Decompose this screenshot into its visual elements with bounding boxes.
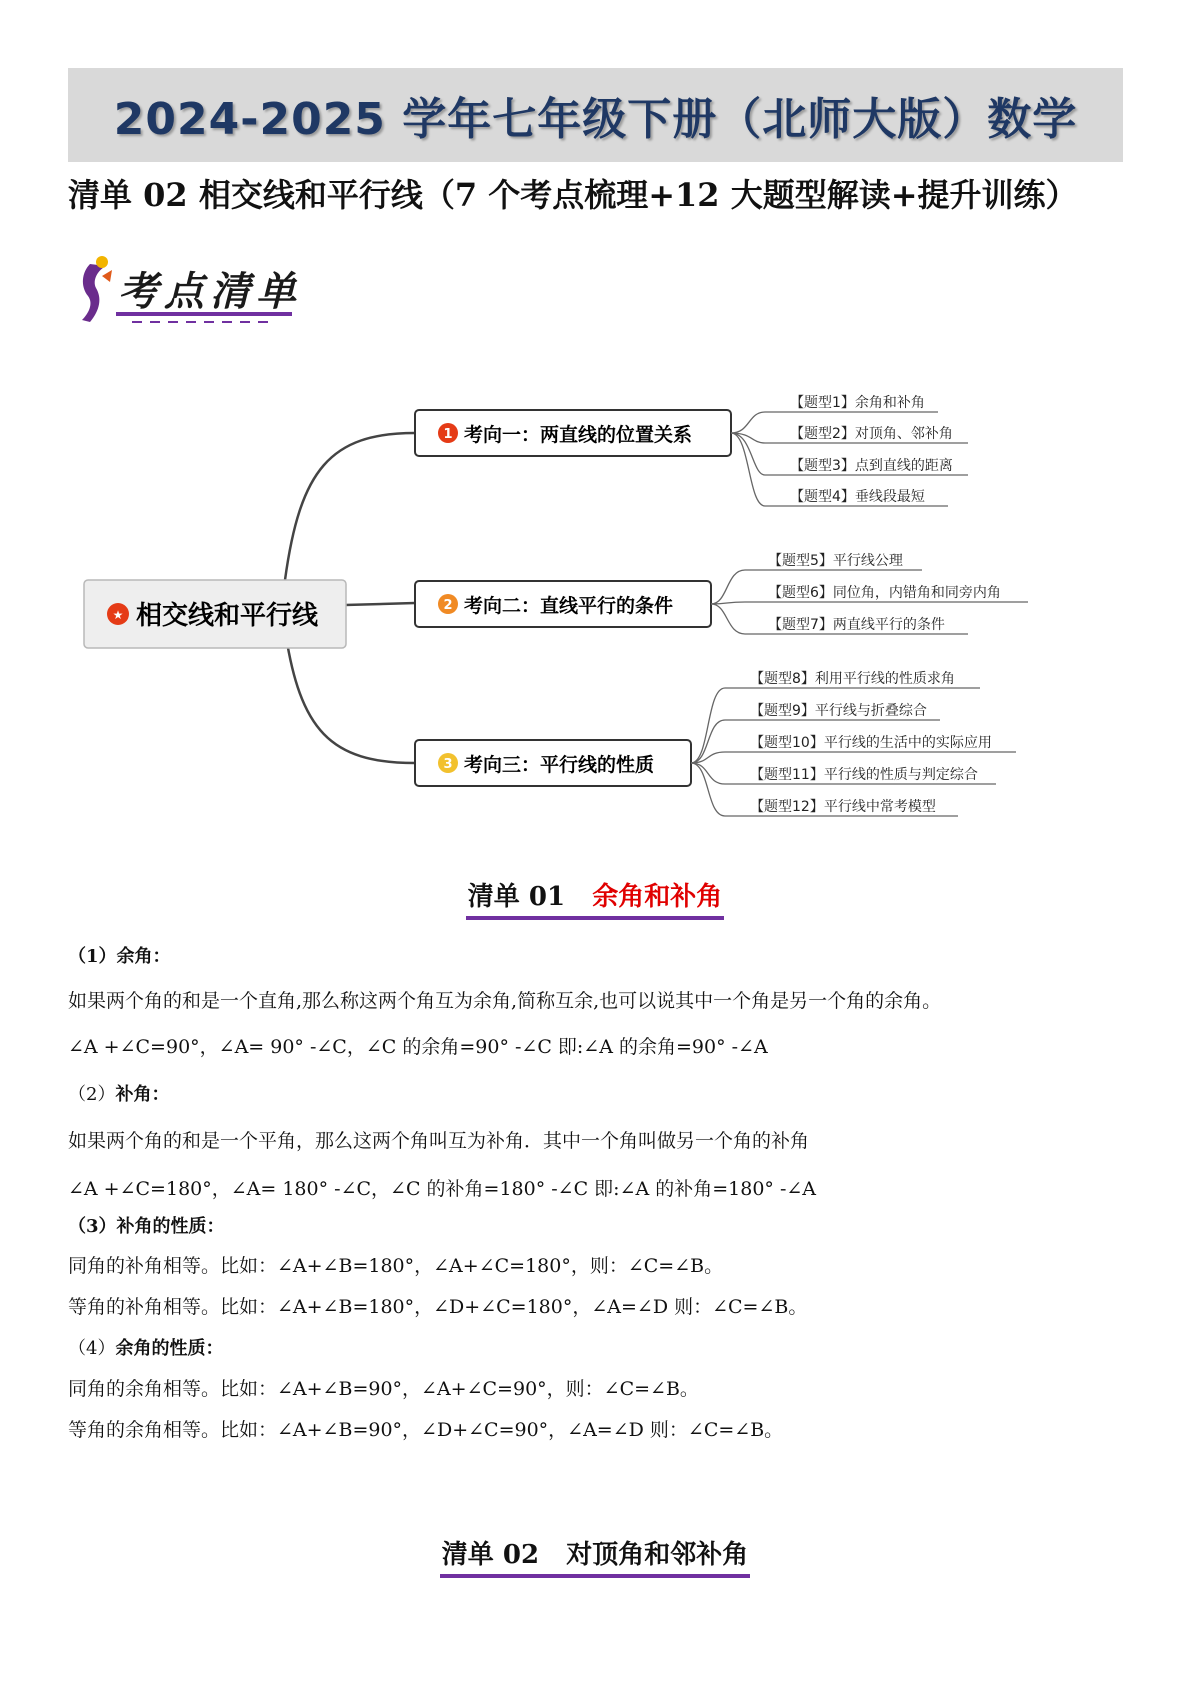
paragraph-7: 同角的余角相等。比如：∠A+∠B=90°，∠A+∠C=90°，则：∠C=∠B。: [68, 1378, 699, 1400]
subheading-2-text: 补角：: [115, 1084, 170, 1105]
section-1-prefix: 清单 01: [467, 882, 566, 912]
connector-2: [345, 603, 415, 605]
leaf-5: 【题型5】平行线公理: [768, 553, 903, 569]
leaf-11: 【题型11】平行线的性质与判定综合: [750, 767, 978, 783]
section-2-prefix: 清单 02: [441, 1540, 540, 1570]
leaf-12: 【题型12】平行线中常考模型: [750, 799, 936, 815]
paragraph-6: 等角的补角相等。比如：∠A+∠B=180°，∠D+∠C=180°，∠A=∠D 则：∠C=∠B。: [68, 1296, 808, 1318]
paragraph-1: 如果两个角的和是一个直角,那么称这两个角互为余角,简称互余,也可以说其中一个角是另一个角的余角。: [68, 990, 942, 1012]
leaf-4: 【题型4】垂线段最短: [790, 489, 925, 505]
section-heading-2: [0, 1534, 1190, 1578]
subheading-1: （1）余角：: [68, 946, 171, 967]
paragraph-2: ∠A +∠C=90°，∠A= 90° -∠C，∠C 的余角=90° -∠C 即:∠A 的余角=90° -∠A: [68, 1036, 768, 1058]
paragraph-3: 如果两个角的和是一个平角，那么这两个角叫互为补角．其中一个角叫做另一个角的补角: [68, 1130, 810, 1152]
logo-text: 考点清单: [118, 268, 302, 315]
branch-label-3: 考向三：平行线的性质: [464, 754, 655, 776]
document-title: 清单 02 相交线和平行线（7 个考点梳理+12 大题型解读+提升训练）: [68, 176, 1078, 214]
paragraph-5: 同角的补角相等。比如：∠A+∠B=180°，∠A+∠C=180°，则：∠C=∠B。: [68, 1255, 724, 1277]
subheading-4: [68, 1334, 1128, 1360]
section-heading-1: [0, 876, 1190, 920]
subheading-3: （3）补角的性质：: [68, 1216, 225, 1237]
root-label: 相交线和平行线: [136, 601, 319, 631]
paragraph-8: 等角的余角相等。比如：∠A+∠B=90°，∠D+∠C=90°，∠A=∠D 则：∠C=∠B。: [68, 1419, 784, 1441]
leaf-10: 【题型10】平行线的生活中的实际应用: [750, 735, 992, 751]
leaf-6: 【题型6】同位角，内错角和同旁内角: [768, 585, 1001, 601]
branch-label-1: 考向一：两直线的位置关系: [464, 424, 693, 446]
section-1-title: 余角和补角: [592, 882, 723, 912]
banner-title: 2024-2025 学年七年级下册（北师大版）数学: [113, 94, 1078, 145]
mind-map: [0, 370, 1190, 840]
section-2-title: 对顶角和邻补角: [566, 1540, 749, 1570]
connector-1: [285, 433, 415, 580]
leaf-7: 【题型7】两直线平行的条件: [768, 617, 945, 633]
badge-num-2: 2: [443, 598, 453, 613]
subheading-2-num: （2）: [68, 1084, 116, 1105]
subheading-2: [68, 1080, 1128, 1106]
subheading-4-text: 余角的性质：: [115, 1338, 224, 1359]
subheading-4-num: （4）: [68, 1338, 116, 1359]
branch-label-2: 考向二：直线平行的条件: [464, 595, 674, 617]
leaf-3: 【题型3】点到直线的距离: [790, 458, 953, 474]
paragraph-4: ∠A +∠C=180°，∠A= 180° -∠C，∠C 的补角=180° -∠C 即:∠A 的补角=180° -∠A: [68, 1178, 817, 1200]
leaf-1: 【题型1】余角和补角: [790, 395, 925, 411]
badge-num-1: 1: [443, 427, 453, 442]
star-glyph: ★: [112, 608, 124, 622]
leaf-9: 【题型9】平行线与折叠综合: [750, 703, 927, 719]
badge-num-3: 3: [443, 757, 453, 772]
leaf-8: 【题型8】利用平行线的性质求角: [750, 671, 955, 687]
leaf-2: 【题型2】对顶角、邻补角: [790, 426, 953, 442]
logo: [72, 252, 322, 332]
title-banner: [68, 68, 1123, 162]
connector-3: [285, 630, 415, 763]
